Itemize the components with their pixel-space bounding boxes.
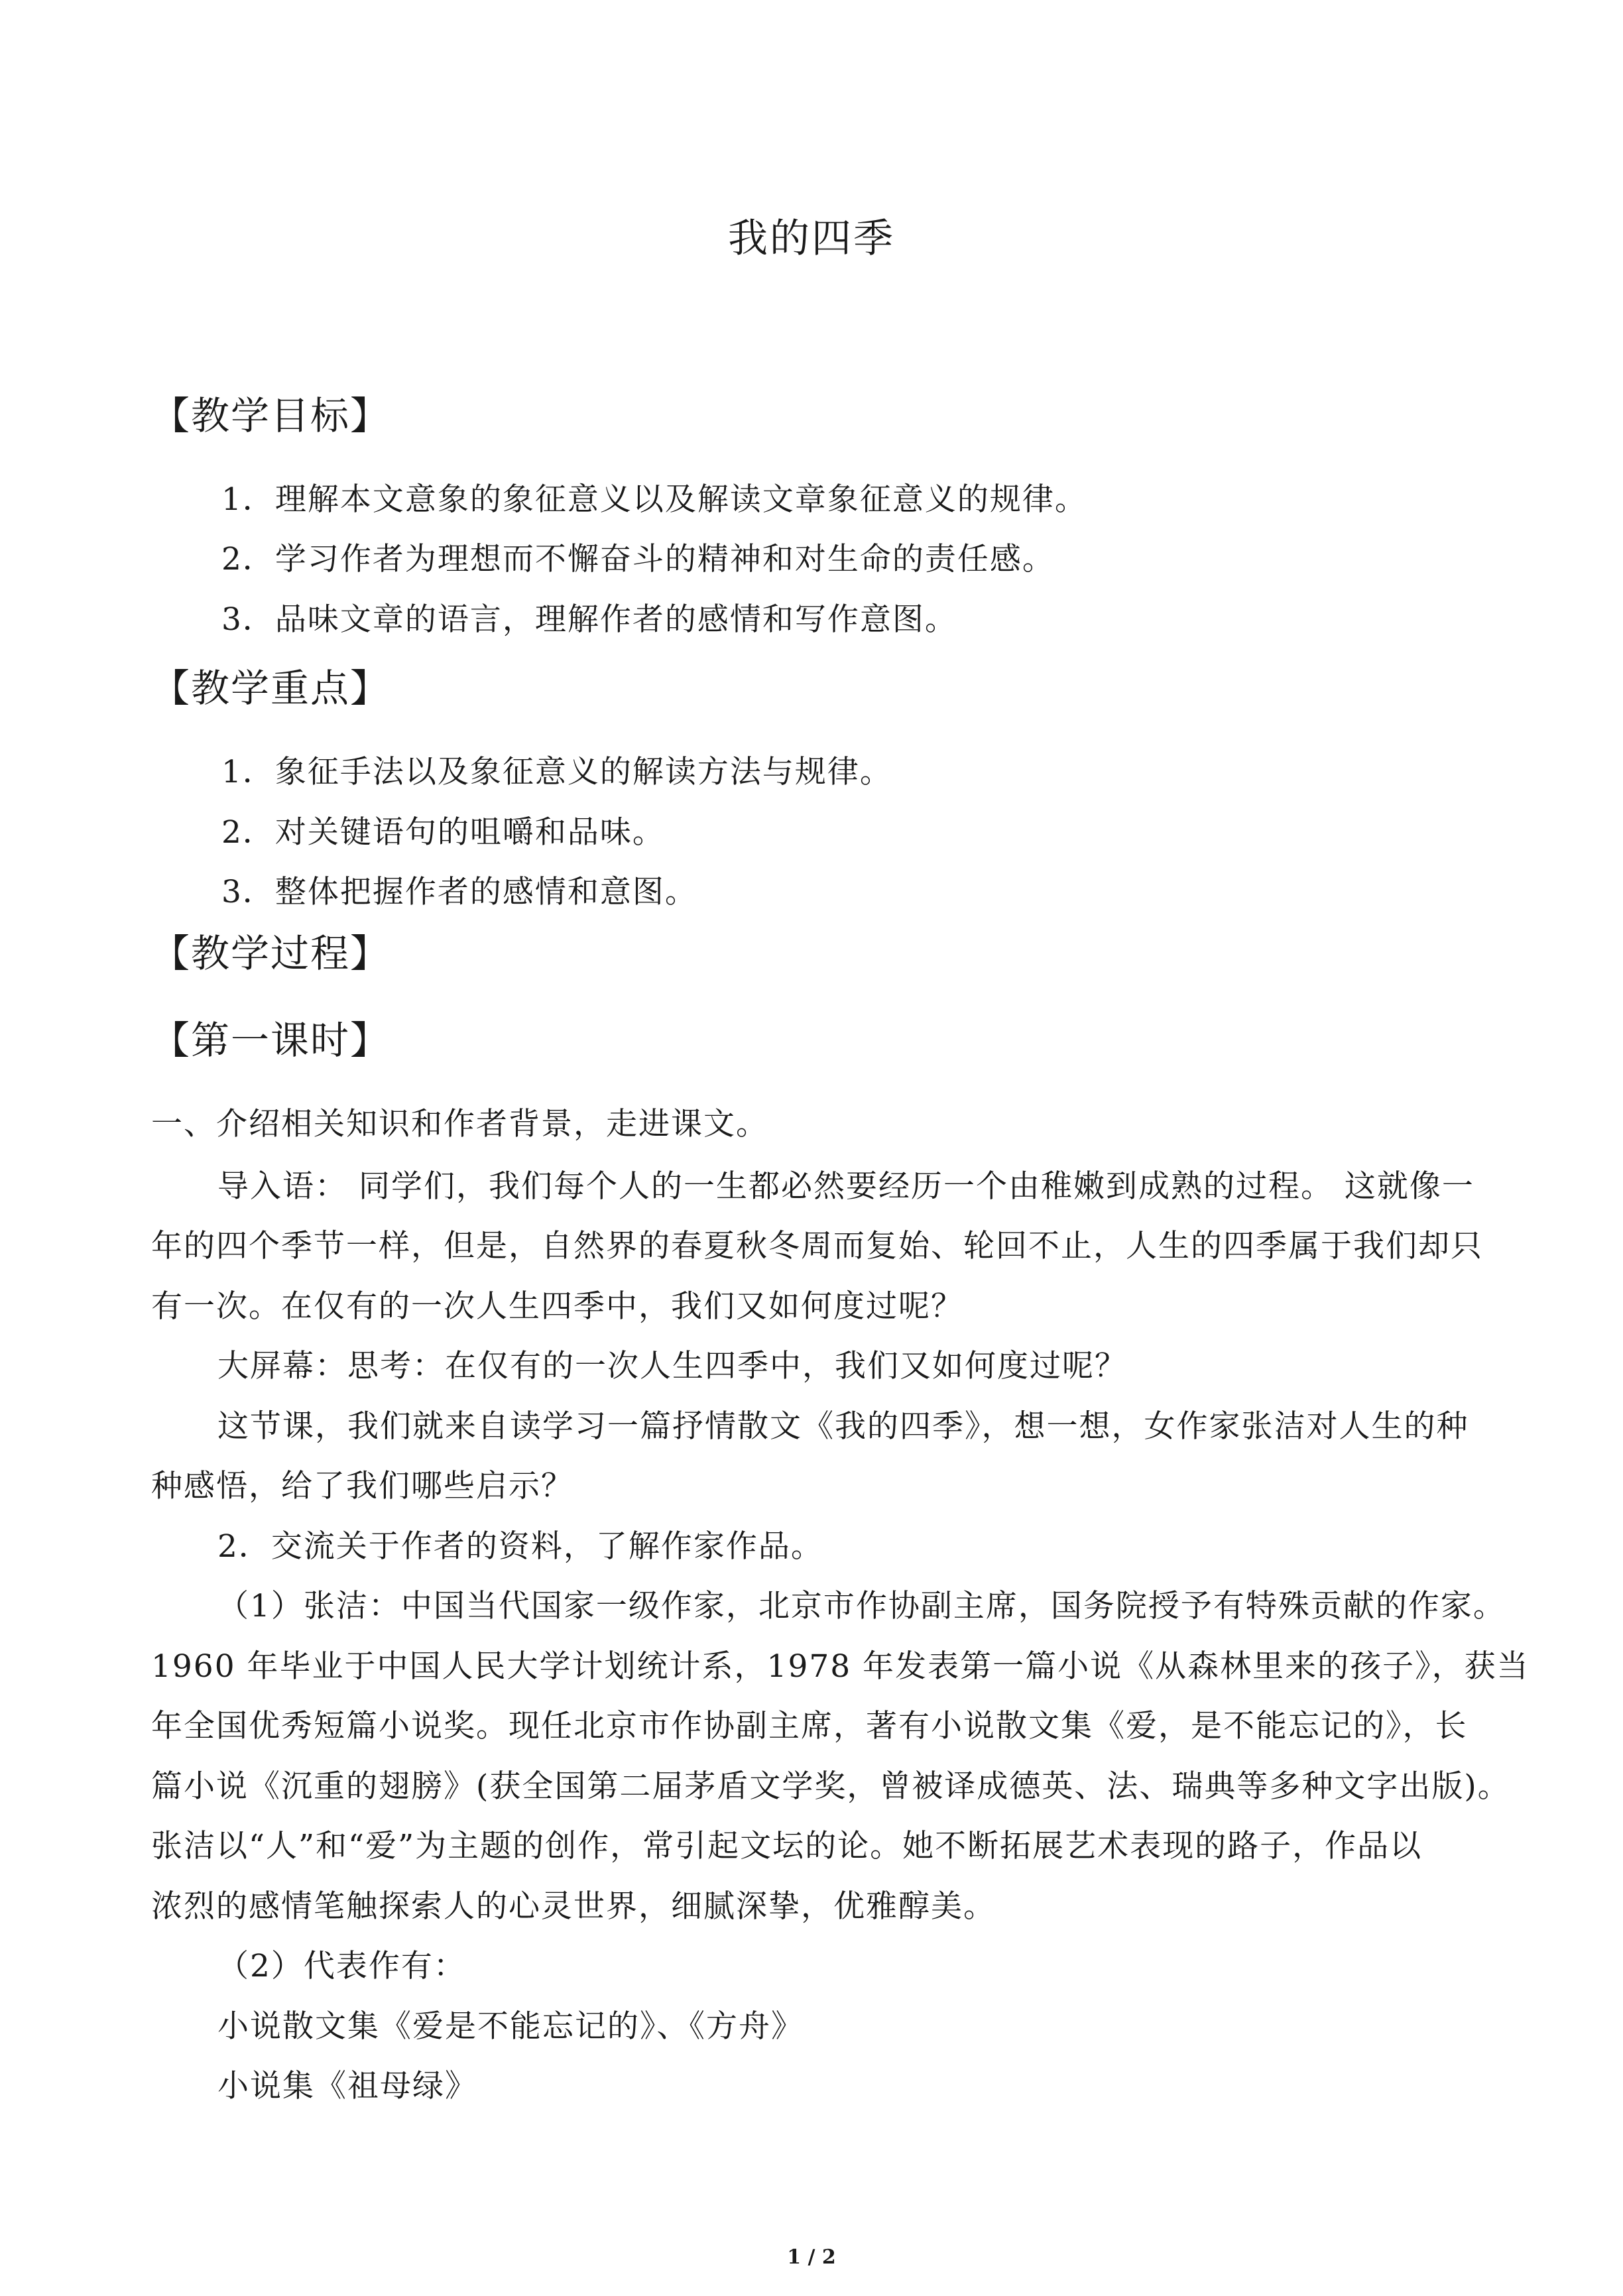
part1-heading: 一、介绍相关知识和作者背景，走进课文。 <box>151 1106 768 1142</box>
author-line-3: 年全国优秀短篇小说奖。现任北京市作协副主席，著有小说散文集《爱，是不能忘记的》，长 <box>151 1708 1468 1744</box>
author-line-6: 浓烈的感情笔触探索人的心灵世界，细腻深挚，优雅醇美。 <box>151 1888 996 1925</box>
page-title: 我的四季 <box>728 215 895 262</box>
author-line-5: 张洁以“人”和“爱”为主题的创作，常引起文坛的论。她不断拓展艺术表现的路子，作品以 <box>151 1828 1423 1864</box>
exchange-line: 2．交流关于作者的资料，了解作家作品。 <box>217 1528 823 1565</box>
heading-teaching-goals: 【教学目标】 <box>151 393 391 438</box>
lesson-line-2: 种感悟，给了我们哪些启示？ <box>151 1468 573 1504</box>
lesson-line-1: 这节课，我们就来自读学习一篇抒情散文《我的四季》，想一想，女作家张洁对人生的种 <box>217 1408 1469 1445</box>
works-label: （2）代表作有： <box>217 1948 466 1984</box>
intro-line-1: 导入语： 同学们，我们每个人的一生都必然要经历一个由稚嫩到成熟的过程。 这就像一 <box>217 1168 1474 1205</box>
heading-first-lesson: 【第一课时】 <box>151 1018 391 1063</box>
author-line-1: （1）张洁：中国当代国家一级作家，北京市作协副主席，国务院授予有特殊贡献的作家。 <box>217 1588 1506 1624</box>
page-number: 1 / 2 <box>787 2246 836 2269</box>
intro-line-2: 年的四个季节一样，但是，自然界的春夏秋冬周而复始、轮回不止，人生的四季属于我们却只 <box>151 1228 1483 1264</box>
author-line-2: 1960 年毕业于中国人民大学计划统计系，1978 年发表第一篇小说《从森林里来的孩子》，获当 <box>151 1648 1530 1685</box>
goal-item-1: 1．理解本文意象的象征意义以及解读文章象征意义的规律。 <box>221 481 1087 518</box>
heading-teaching-process: 【教学过程】 <box>151 931 391 976</box>
intro-line-3: 有一次。在仅有的一次人生四季中，我们又如何度过呢？ <box>151 1288 963 1325</box>
author-line-4: 篇小说《沉重的翅膀》(获全国第二届茅盾文学奖，曾被译成德英、法、瑞典等多种文字出版)。 <box>151 1768 1510 1805</box>
heading-teaching-focus: 【教学重点】 <box>151 666 391 711</box>
works-item-1: 小说散文集《爱是不能忘记的》、《方舟》 <box>217 2008 804 2045</box>
goal-item-2: 2．学习作者为理想而不懈奋斗的精神和对生命的责任感。 <box>221 541 1055 577</box>
focus-item-2: 2．对关键语句的咀嚼和品味。 <box>221 814 665 851</box>
goal-item-3: 3．品味文章的语言，理解作者的感情和写作意图。 <box>221 601 957 638</box>
works-item-2: 小说集《祖母绿》 <box>217 2068 477 2104</box>
focus-item-3: 3．整体把握作者的感情和意图。 <box>221 874 697 910</box>
focus-item-1: 1．象征手法以及象征意义的解读方法与规律。 <box>221 754 892 790</box>
screen-prompt: 大屏幕：思考：在仅有的一次人生四季中，我们又如何度过呢？ <box>217 1348 1127 1384</box>
